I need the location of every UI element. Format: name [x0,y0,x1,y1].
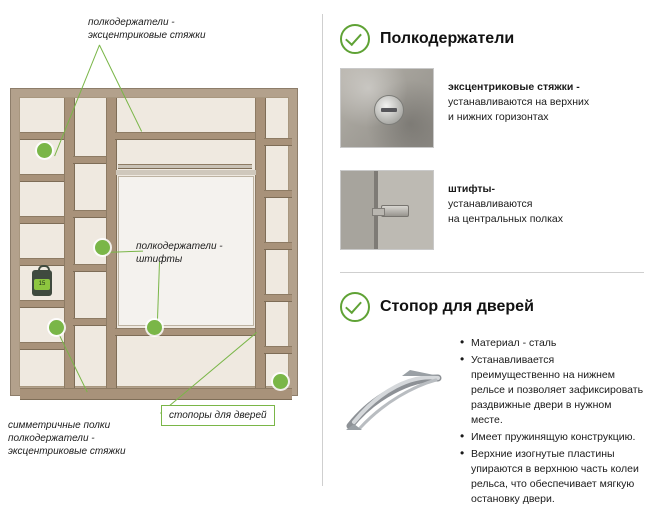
callout-middle-line-1: штифты [136,254,183,265]
check-circle-icon [340,292,370,322]
door-stopper-content [340,334,644,509]
shelf [264,346,292,354]
hanging-rail [118,164,252,169]
section-header [340,292,644,322]
cam-lock-icon [374,95,404,125]
shelf [73,318,106,326]
door-stopper-icon [340,334,444,430]
item-pins-title: штифты- [448,183,496,195]
section-door-stopper [340,292,644,509]
section-header [340,24,644,54]
shelf [264,138,292,146]
shelf [20,174,64,182]
illustration-panel [0,0,322,500]
shelf-pin-icon [381,205,409,217]
item-pins [340,170,644,250]
callout-top-line-0: полкодержатели - [88,17,175,28]
bag-decoration [32,270,52,296]
bullet-item: • Верхние изогнутые пластины упираются в верхнюю часть колеи рельса, что обеспечивает мягкую остановку двери. [458,447,644,507]
section-title: Стопор для дверей [380,298,534,315]
callout-dot[interactable] [49,320,64,335]
price-tag: 15 [34,279,50,290]
callout-dot[interactable] [273,374,288,389]
bullet-item: • Устанавливается преимущественно на нижнем рельсе и позволяет зафиксировать раздвижные двери в нужном месте. [458,353,644,428]
shelf [264,190,292,198]
door-stopper-illustration [340,334,444,430]
panel-divider [322,14,323,486]
shelf [20,300,64,308]
item-pins-text [448,170,563,227]
callout-dot[interactable] [95,240,110,255]
item-cam-lock-line-0: устанавливаются на верхних [448,96,590,108]
details-panel [334,0,652,505]
bag-handle-icon [38,265,50,274]
callout-middle [136,240,223,266]
shelf [115,328,255,336]
item-pins-line-1: на центральных полках [448,213,564,225]
item-cam-lock-line-1: и нижних горизонтах [448,111,549,123]
cam-lock-photo [340,68,434,148]
door-stopper-bullets [458,334,644,509]
callout-dot[interactable] [147,320,162,335]
callout-dot[interactable] [37,143,52,158]
callout-bottom-left-line-1: полкодержатели - [8,433,95,444]
vertical-divider-left [64,98,75,388]
callout-middle-line-0: полкодержатели - [136,241,223,252]
bullet-item: • Материал - сталь [458,336,644,351]
shelf [73,264,106,272]
shelf-pin-photo [340,170,434,250]
callout-top [88,16,206,42]
callout-bottom-right [161,405,275,426]
shelf [20,132,64,140]
item-cam-lock-text [448,68,589,125]
item-pins-line-0: устанавливаются [448,198,533,210]
callout-bottom-left [8,419,126,458]
item-cam-lock [340,68,644,148]
door-rail-top [116,170,256,175]
shelf [20,216,64,224]
callout-bottom-right-line-0: стопоры для дверей [169,410,267,421]
shelf [73,156,106,164]
item-cam-lock-title: эксцентриковые стяжки - [448,81,580,93]
base-panel [20,388,292,400]
section-title: Полкодержатели [380,30,515,47]
check-circle-icon [340,24,370,54]
section-shelf-holders [340,24,644,285]
callout-top-line-1: эксцентриковые стяжки [88,30,206,41]
shelf [264,294,292,302]
shelf [264,242,292,250]
shelf [115,132,255,140]
bullet-item: • Имеет пружинящую конструкцию. [458,430,644,445]
callout-bottom-left-line-2: эксцентриковые стяжки [8,446,126,457]
shelf [73,210,106,218]
shelf [20,342,64,350]
callout-bottom-left-line-0: симметричные полки [8,420,111,431]
section-divider [340,272,644,273]
